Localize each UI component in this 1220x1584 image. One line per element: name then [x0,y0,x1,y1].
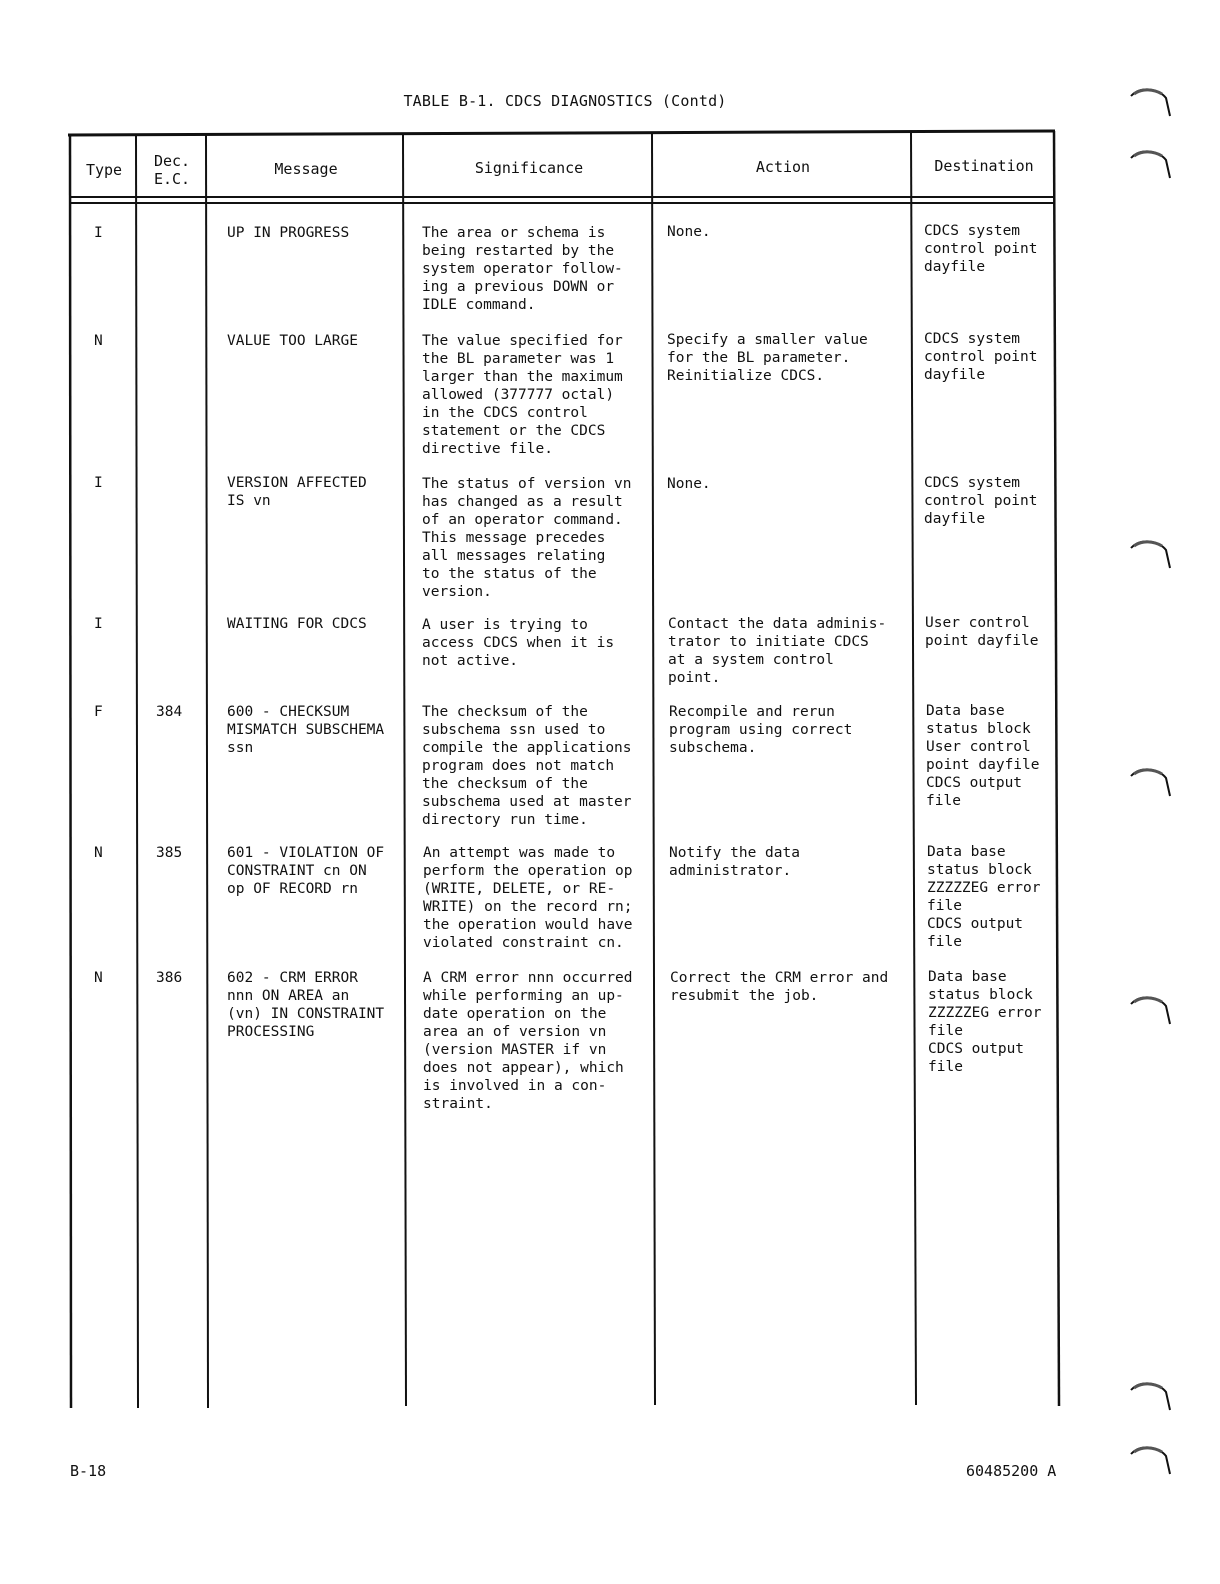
row-action: None. [667,476,711,492]
header-dec-ec: Dec. E.C. [153,152,191,188]
row-significance: The status of version vn has changed as a result of an operator command. This message precedes all messages relating to the status of the version. [422,476,632,600]
row-message: 601 - VIOLATION OF CONSTRAINT cn ON op OF RECORD rn [227,845,385,897]
row-destination: CDCS system control point dayfile [924,475,1038,527]
row-significance: A CRM error nnn occurred while performing an up- date operation on the area an of version vn (version MASTER if vn does not appear), which is involved in a con- straint. [423,970,633,1112]
document-number: 60485200 A [966,1462,1057,1480]
row-action: None. [667,224,711,240]
binder-hole-icon [1128,1376,1174,1416]
row-significance: The value specified for the BL parameter was 1 larger than the maximum allowed (377777 octal) in the CDCS control statement or the CDCS directive file. [422,333,623,457]
row-significance: The checksum of the subschema ssn used to compile the applications program does not match the checksum of the subschema used at master directory run time. [422,704,632,828]
row-type: F [94,704,103,720]
row-ec: 386 [156,970,183,986]
row-action: Contact the data adminis- trator to initiate CDCS at a system control point. [668,616,887,686]
row-destination: Data base status block User control point dayfile CDCS output file [926,703,1040,809]
header-destination: Destination [934,157,1034,175]
row-action: Correct the CRM error and resubmit the job. [670,970,889,1004]
header-type: Type [85,161,123,179]
row-destination: User control point dayfile [925,615,1039,649]
header-action: Action [755,158,811,176]
binder-hole-icon [1128,990,1174,1030]
binder-hole-icon [1128,762,1174,802]
row-destination: CDCS system control point dayfile [924,223,1038,275]
row-message: WAITING FOR CDCS [227,616,367,632]
row-message: VERSION AFFECTED IS vn [227,475,367,509]
row-message: 602 - CRM ERROR nnn ON AREA an (vn) IN CONSTRAINT PROCESSING [227,970,385,1040]
row-message: VALUE TOO LARGE [227,333,358,349]
table-title: TABLE B-1. CDCS DIAGNOSTICS (Contd) [403,92,727,110]
page-number: B-18 [70,1462,107,1480]
row-type: N [94,333,103,349]
row-destination: Data base status block ZZZZZEG error file CDCS output file [927,844,1041,950]
header-message: Message [274,160,338,178]
row-significance: An attempt was made to perform the operation op (WRITE, DELETE, or RE- WRITE) on the record rn; the operation would have violated constraint cn. [423,845,633,951]
row-action: Notify the data administrator. [669,845,800,879]
row-message: UP IN PROGRESS [227,225,350,241]
row-destination: Data base status block ZZZZZEG error file CDCS output file [928,969,1042,1075]
row-type: I [94,616,103,632]
row-action: Specify a smaller value for the BL parameter. Reinitialize CDCS. [667,332,868,384]
row-message: 600 - CHECKSUM MISMATCH SUBSCHEMA ssn [227,704,385,756]
binder-hole-icon [1128,144,1174,184]
row-significance: The area or schema is being restarted by the system operator follow- ing a previous DOWN or IDLE command. [422,225,623,313]
row-destination: CDCS system control point dayfile [924,331,1038,383]
binder-hole-icon [1128,82,1174,122]
header-significance: Significance [474,159,584,177]
row-action: Recompile and rerun program using correct subschema. [669,704,853,756]
row-type: N [94,845,103,861]
row-ec: 384 [156,704,183,720]
binder-hole-icon [1128,534,1174,574]
row-type: I [94,225,103,241]
row-type: N [94,970,103,986]
row-type: I [94,475,103,491]
binder-hole-icon [1128,1440,1174,1480]
row-ec: 385 [156,845,183,861]
row-significance: A user is trying to access CDCS when it is not active. [422,617,615,669]
